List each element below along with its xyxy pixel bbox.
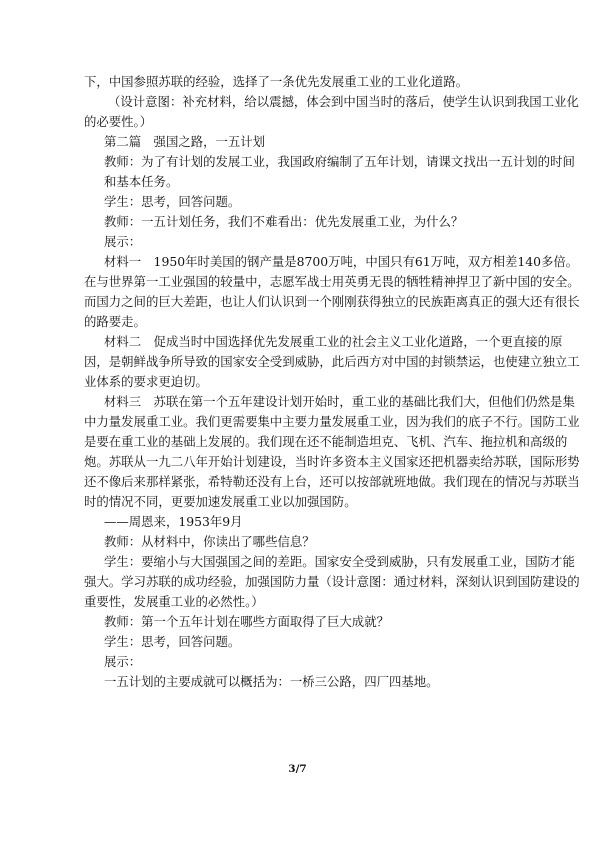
paragraph-line: 教师：一五计划任务，我们不难看出：优先发展重工业，为什么？ [104,214,464,229]
paragraph-line: 还不像后来那样紧张，希特勒还没有上台，还可以按部就班地做。我们现在的情况与苏联当 [84,474,580,489]
paragraph-line: 材料一 1950年时美国的钢产量是8700万吨，中国只有61万吨，双方相差140多倍。 [104,254,579,269]
paragraph-line: 材料二 促成当时中国选择优先发展重工业的社会主义工业化道路，一个更直接的原 [104,334,563,349]
paragraph-line: 时的情况不同，更要加速发展重工业以加强国防。 [84,494,357,509]
paragraph-line: 学生：思考，回答问题。 [104,634,241,649]
paragraph-line: 教师：第一个五年计划在哪些方面取得了巨大成就？ [104,614,389,629]
page-number: 3/7 [288,763,307,775]
quote-attribution: ——周恩来，1953年9月 [104,514,243,529]
paragraph-line: 中力量发展重工业。我们更需要集中主要力量发展重工业，因为我们的底子不行。国防工业 [84,414,580,429]
paragraph-line: 展示： [104,654,142,669]
paragraph-line: 因，是朝鲜战争所导致的国家安全受到威胁，此后西方对中国的封锁禁运，也使建立独立工 [84,354,580,369]
paragraph-line: 学生：要缩小与大国强国之间的差距。国家安全受到威胁，只有发展重工业，国防才能 [104,554,575,569]
paragraph-line: 材料三 苏联在第一个五年建设计划开始时，重工业的基础比我们大，但他们仍然是集 [104,394,575,409]
paragraph-line: 和基本任务。 [104,174,179,189]
paragraph-line: （设计意图：补充材料，给以震撼，体会到中国当时的落后，使学生认识到我国工业化 [108,94,579,109]
paragraph-line: 业体系的要求更迫切。 [84,374,208,389]
paragraph-line: 重要性，发展重工业的必然性。） [84,594,264,609]
paragraph-line: 的路要走。 [84,314,146,329]
paragraph-line: 展示： [104,234,142,249]
paragraph-line: 炮。苏联从一九二八年开始计划建设，当时许多资本主义国家还把机器卖给苏联，国际形势 [84,454,580,469]
paragraph-line: 学生：思考，回答问题。 [104,194,241,209]
paragraph-line: 而国力之间的巨大差距，也让人们认识到一个刚刚获得独立的民族距离真正的强大还有很长 [84,294,580,309]
paragraph-line: 的必要性。） [84,114,153,129]
paragraph-line: 教师：从材料中，你读出了哪些信息？ [104,534,315,549]
paragraph-line: 在与世界第一工业强国的较量中，志愿军战士用英勇无畏的牺牲精神捍卫了新中国的安全。 [84,274,580,289]
paragraph-line: 教师：为了有计划的发展工业，我国政府编制了五年计划，请课文找出一五计划的时间 [104,154,575,169]
section-heading: 第二篇 强国之路，一五计划 [104,134,266,149]
paragraph-line: 是要在重工业的基础上发展的。我们现在还不能制造坦克、飞机、汽车、拖拉机和高级的 [84,434,568,449]
paragraph-line: 一五计划的主要成就可以概括为：一桥三公路，四厂四基地。 [104,674,439,689]
paragraph-line: 强大。学习苏联的成功经验，加强国防力量（设计意图：通过材料，深刻认识到国防建设的 [84,574,580,589]
paragraph-line: 下，中国参照苏联的经验，选择了一条优先发展重工业的工业化道路。 [84,74,469,89]
